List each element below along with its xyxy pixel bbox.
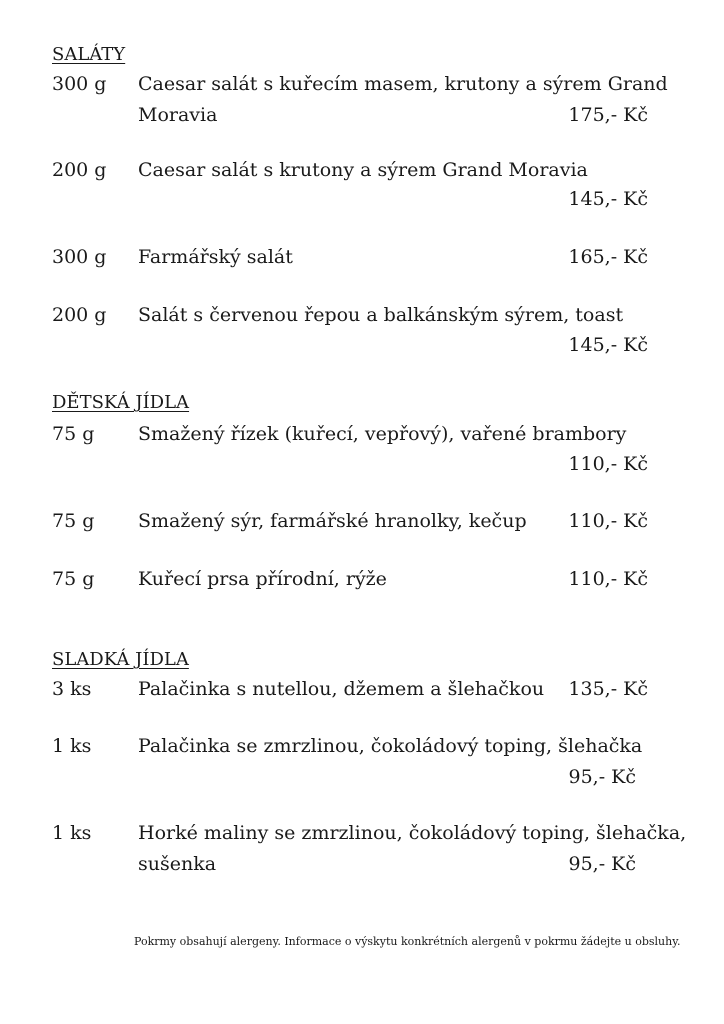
- item-price: 95,- Kč: [568, 766, 636, 788]
- item-name: Smažený řízek (kuřecí, vepřový), vařené brambory: [138, 423, 627, 445]
- item-name: Palačinka s nutellou, džemem a šlehačkou: [138, 678, 545, 700]
- item-price: 95,- Kč: [568, 853, 636, 875]
- section-heading-salaty: SALÁTY: [52, 44, 126, 65]
- item-price: 165,- Kč: [568, 246, 648, 268]
- item-name-continued: sušenka: [138, 853, 217, 875]
- item-qty: 1 ks: [52, 822, 92, 844]
- item-price: 135,- Kč: [568, 678, 648, 700]
- section-heading-sladka: SLADKÁ JÍDLA: [52, 649, 189, 670]
- item-price: 110,- Kč: [568, 510, 648, 532]
- item-qty: 75 g: [52, 568, 95, 590]
- item-price: 145,- Kč: [568, 334, 648, 356]
- item-qty: 75 g: [52, 510, 95, 532]
- item-name: Kuřecí prsa přírodní, rýže: [138, 568, 387, 590]
- allergen-note: Pokrmy obsahují alergeny. Informace o výskytu konkrétních alergenů v pokrmu žádejte u obsluhy.: [134, 935, 681, 948]
- item-price: 110,- Kč: [568, 453, 648, 475]
- item-name-continued: Moravia: [138, 104, 218, 126]
- item-qty: 300 g: [52, 73, 107, 95]
- item-qty: 3 ks: [52, 678, 92, 700]
- item-name: Caesar salát s kuřecím masem, krutony a sýrem Grand: [138, 73, 668, 95]
- item-price: 145,- Kč: [568, 188, 648, 210]
- section-heading-detska: DĚTSKÁ JÍDLA: [52, 392, 190, 413]
- item-name: Salát s červenou řepou a balkánským sýrem, toast: [138, 304, 624, 326]
- item-qty: 75 g: [52, 423, 95, 445]
- item-price: 110,- Kč: [568, 568, 648, 590]
- item-name: Palačinka se zmrzlinou, čokoládový toping, šlehačka: [138, 735, 643, 757]
- item-name: Caesar salát s krutony a sýrem Grand Moravia: [138, 159, 588, 181]
- item-name: Farmářský salát: [138, 246, 293, 268]
- item-name: Horké maliny se zmrzlinou, čokoládový toping, šlehačka,: [138, 822, 687, 844]
- item-qty: 200 g: [52, 159, 107, 181]
- item-qty: 200 g: [52, 304, 107, 326]
- item-name: Smažený sýr, farmářské hranolky, kečup: [138, 510, 527, 532]
- item-qty: 1 ks: [52, 735, 92, 757]
- item-qty: 300 g: [52, 246, 107, 268]
- item-price: 175,- Kč: [568, 104, 648, 126]
